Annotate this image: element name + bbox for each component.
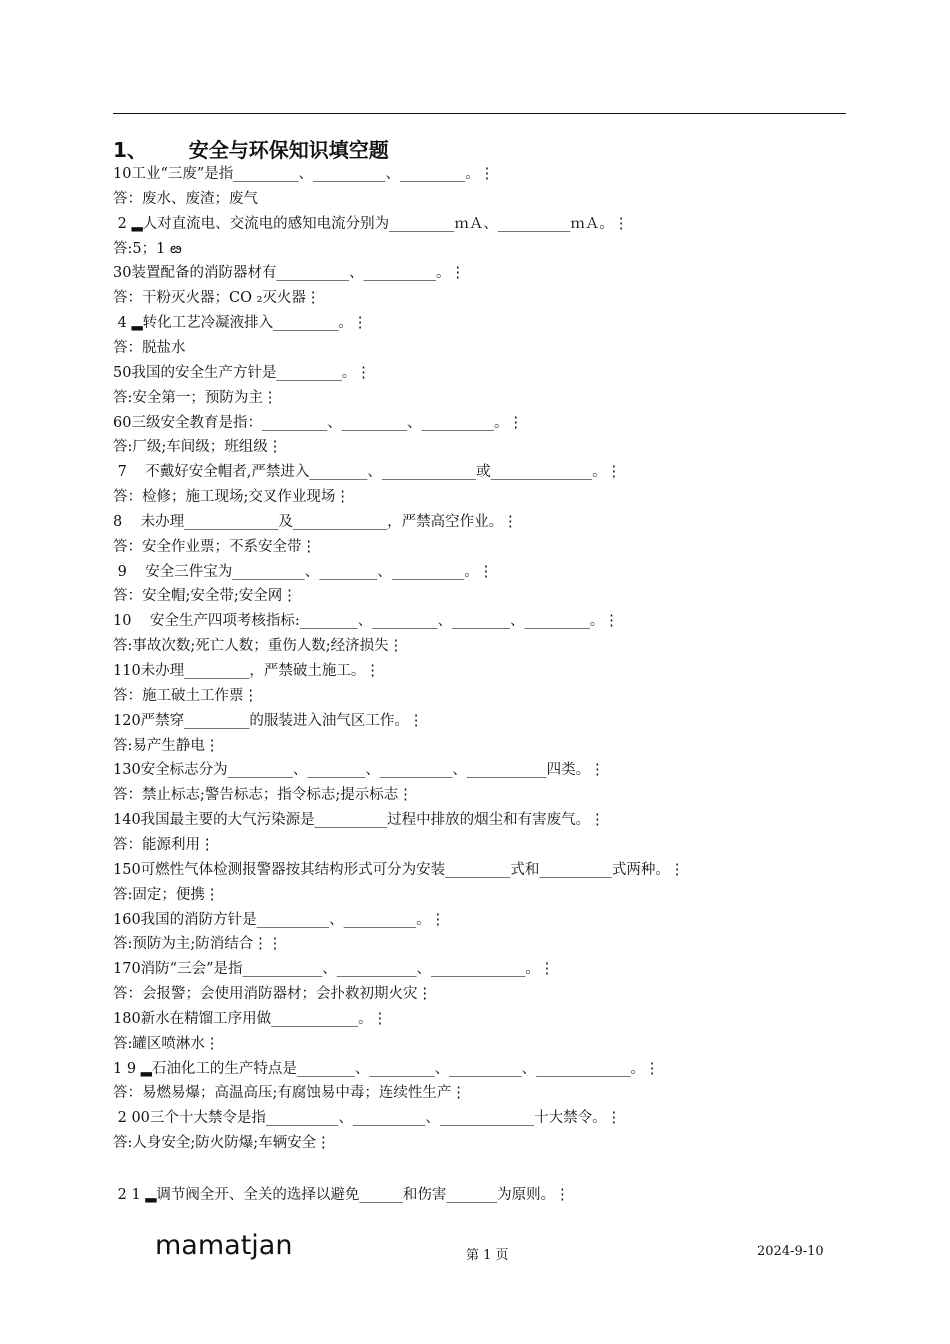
question-line: 9 安全三件宝为__________、________、__________。⋮ [113, 563, 494, 580]
answer-line: 答:固定；便携⋮ [113, 886, 220, 903]
answer-line: 答:事故次数;死亡人数；重伤人数;经济损失⋮ [113, 638, 404, 655]
footer-date: 2024-9-10 [757, 1244, 824, 1259]
question-line: 150可燃性气体检测报警器按其结构形式可分为安装_________式和__________式两种。⋮ [113, 861, 685, 878]
answer-line: 答：易燃易爆；高温高压;有腐蚀易中毒；连续性生产⋮ [113, 1085, 466, 1102]
question-line: 180新水在精馏工序用做____________。⋮ [113, 1010, 388, 1027]
question-line: 50我国的安全生产方针是_________。⋮ [113, 364, 371, 381]
question-line: 170消防“三会”是指___________、___________、_____________。⋮ [113, 961, 555, 978]
question-line: 30装置配备的消防器材有__________、__________。⋮ [113, 265, 465, 282]
answer-line: 答:人身安全;防火防爆;车辆安全⋮ [113, 1135, 331, 1152]
answer-line: 答：脱盐水 [113, 339, 186, 356]
question-line: 2 00三个十大禁令是指__________、__________、_____________十大禁令。⋮ [113, 1110, 622, 1127]
answer-line: 答:预防为主;防消结合⋮⋮ [113, 936, 283, 953]
answer-line: 答:安全第一；预防为主⋮ [113, 389, 278, 406]
answer-line: 答：废水、废渣；废气 [113, 190, 258, 207]
answer-line: 答：安全作业票；不系安全带⋮ [113, 538, 316, 555]
section-heading: 1、 安全与环保知识填空题 [113, 138, 389, 162]
question-line: 8 未办理_____________及_____________，严禁高空作业。⋮ [113, 513, 518, 530]
answer-line: 答:厂级;车间级；班组级⋮ [113, 439, 283, 456]
question-line: 2 1 ▂调节阀全开、全关的选择以避免______和伤害_______为原则。⋮ [113, 1187, 570, 1203]
question-line: 120严禁穿_________的服装进入油气区工作。⋮ [113, 712, 424, 729]
question-line: 10工业“三废”是指_________、__________、_________。⋮ [113, 166, 495, 182]
header-rule [113, 113, 846, 114]
question-line: 130安全标志分为_________、________、__________、___________四类。⋮ [113, 762, 605, 779]
answer-line: 答：会报警；会使用消防器材；会扑救初期火灾⋮ [113, 986, 432, 1003]
answer-line: 答：禁止标志;警告标志；指令标志;提示标志⋮ [113, 787, 413, 804]
answer-line: 答:易产生静电⋮ [113, 737, 220, 754]
answer-line: 答:罐区喷淋水⋮ [113, 1035, 220, 1052]
answer-line: 答:5；1 ఴ [113, 240, 182, 257]
answer-line: 答：安全帽;安全带;安全网⋮ [113, 588, 297, 605]
answer-line: 答：施工破土工作票⋮ [113, 687, 258, 704]
question-line: 10 安全生产四项考核指标:________、_________、________、_________。⋮ [113, 613, 619, 630]
question-line: 7 不戴好安全帽者,严禁进入________、_____________或______________。⋮ [113, 464, 622, 481]
question-line: 160我国的消防方针是__________、__________。⋮ [113, 911, 446, 928]
answer-line: 答：干粉灭火器；CO ₂灭火器⋮ [113, 290, 321, 307]
question-line: 2 ▂人对直流电、交流电的感知电流分别为_________ｍＡ、__________ｍＡ。⋮ [113, 215, 629, 232]
question-line: 1 9 ▂石油化工的生产特点是________、_________、__________、_____________。⋮ [113, 1060, 660, 1077]
footer-page-number: 第 1 页 [466, 1248, 509, 1263]
question-line: 140我国最主要的大气污染源是__________过程中排放的烟尘和有害废气。⋮ [113, 812, 605, 829]
answer-line: 答：检修；施工现场;交叉作业现场⋮ [113, 489, 350, 506]
answer-line: 答：能源利用⋮ [113, 836, 215, 853]
question-line: 4 ▂转化工艺冷凝液排入_________。⋮ [113, 315, 368, 332]
footer-author: mamatjan [155, 1230, 293, 1261]
question-line: 110未办理_________，严禁破土施工。⋮ [113, 663, 380, 679]
question-line: 60三级安全教育是指：_________、_________、__________。⋮ [113, 414, 523, 431]
